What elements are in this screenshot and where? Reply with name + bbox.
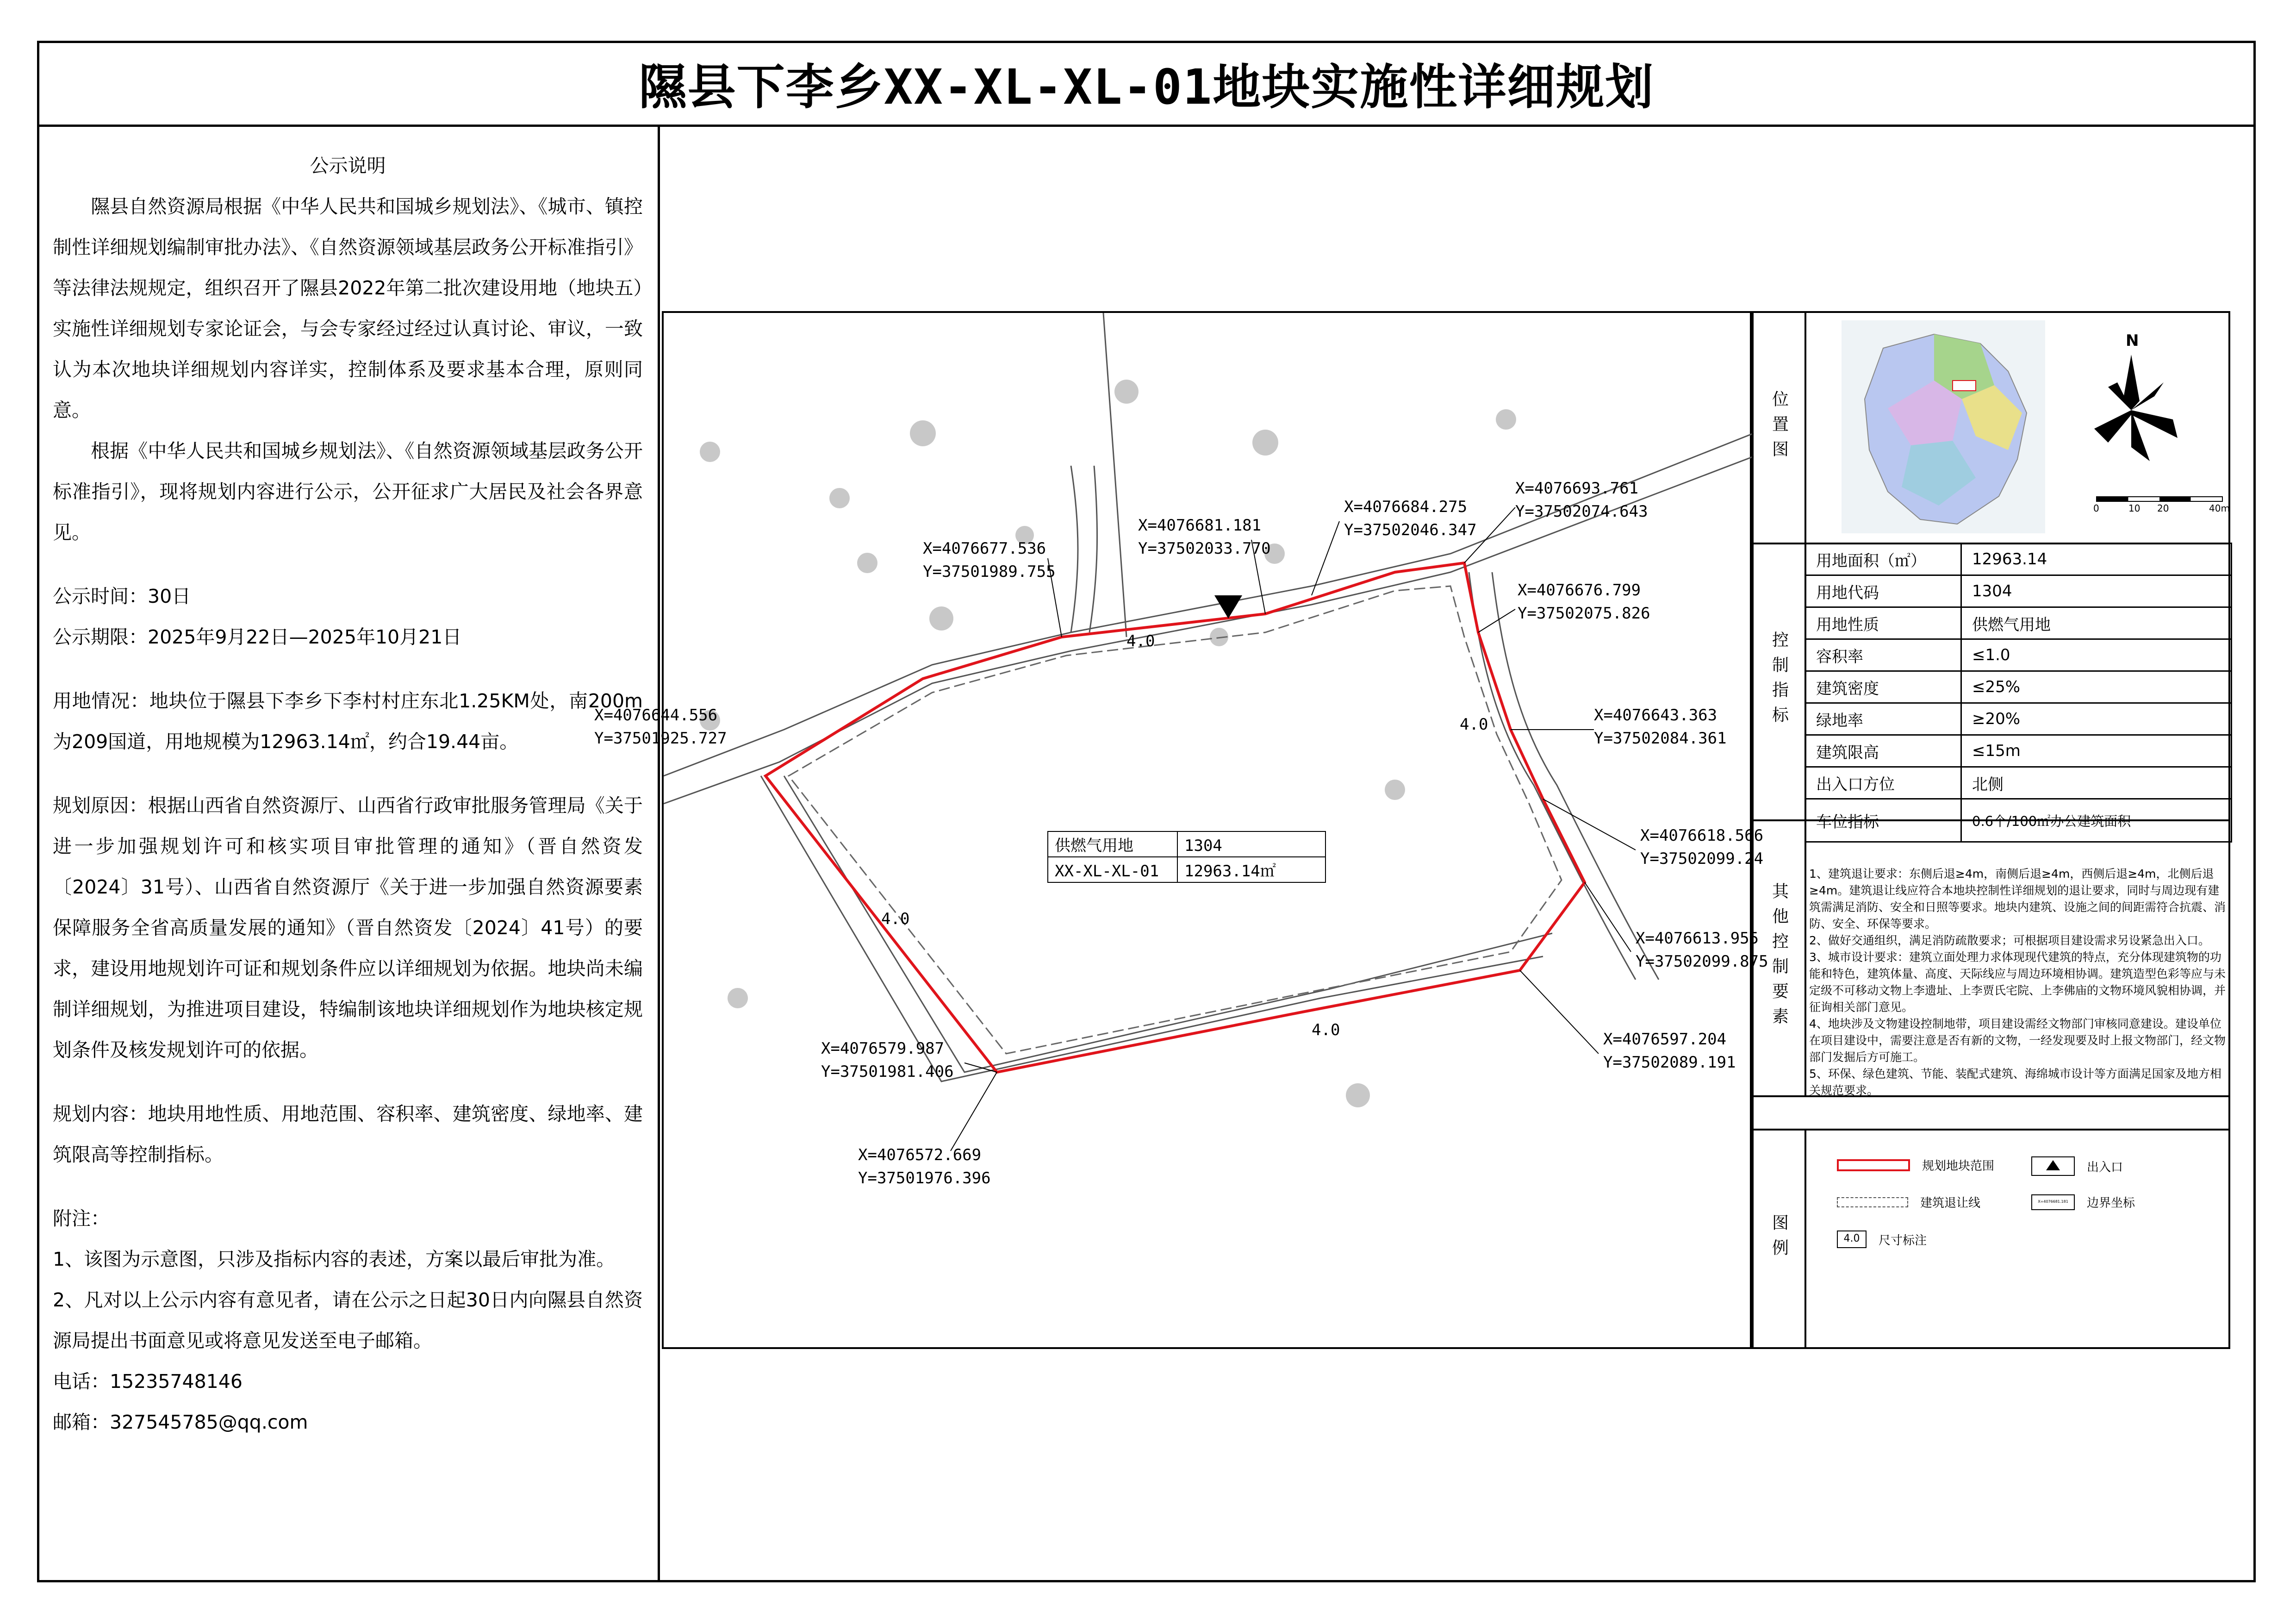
control-value: 北侧 xyxy=(1961,767,2232,799)
parcel-area: 12963.14㎡ xyxy=(1184,862,1276,881)
legend-coordinate-label: 边界坐标 xyxy=(2087,1196,2135,1210)
legend-dimension-label: 尺寸标注 xyxy=(1879,1233,1927,1248)
coord-y: Y=37501925.727 xyxy=(594,729,727,748)
control-value: ≤25% xyxy=(1961,671,2232,703)
coord-y: Y=37501989.755 xyxy=(923,562,1056,581)
setback-swatch xyxy=(1837,1197,1908,1207)
parcel-code: 1304 xyxy=(1184,837,1222,855)
control-key: 容积率 xyxy=(1805,639,1961,671)
coord-x: X=4076676.799 xyxy=(1518,581,1641,600)
coord-x: X=4076644.556 xyxy=(594,706,718,725)
north-arrow-icon xyxy=(2080,331,2210,470)
control-key: 绿地率 xyxy=(1805,703,1961,735)
setback-dim-north: 4.0 xyxy=(1126,632,1155,650)
legend-coordinate xyxy=(2031,1193,2135,1211)
scale-tick: 40m xyxy=(2209,503,2230,514)
coord-x: X=4076681.181 xyxy=(1138,516,1262,535)
control-key: 出入口方位 xyxy=(1805,767,1961,799)
location-map-svg xyxy=(1842,320,2045,533)
notice-heading: 公示说明 xyxy=(310,155,386,177)
entrance-icon xyxy=(1214,595,1242,618)
notice-para1: 隰县自然资源局根据《中华人民共和国城乡规划法》、《城市、镇控制性详细规划编制审批办法》、《自然资源领域基层政务公开标准指引》等法律法规规定，组织召开了隰县2022年第二批次建设用地（地块五）实施性详细规划专家论证会，与会专家经过经过认真讨论、审议，一致认为本次地块详细规划内容详实，控制体系及要求基本合理，原则同意。 xyxy=(53,195,643,421)
notice-note2: 2、凡对以上公示内容有意见者，请在公示之日起30日内向隰县自然资源局提出书面意见或将意见发送至电子邮箱。 xyxy=(53,1289,643,1352)
coordinate-swatch: X=4076681.181 xyxy=(2031,1194,2075,1210)
legend-entrance xyxy=(2031,1156,2123,1176)
coord-x: X=4076643.363 xyxy=(1594,706,1717,725)
requirement-item: 3、城市设计要求：建筑立面处理力求体现现代建筑的特点，充分体现建筑物的功能和特色，建筑体量、高度、天际线应与周边环境相协调。建筑造型色彩等应与未定级不可移动文物上李遗址、上李贾氏宅院、上李佛庙的文物环境风貌相协调，并征询相关部门意见。 xyxy=(1809,950,2226,1014)
control-value: ≤1.0 xyxy=(1961,639,2232,671)
legend-setback xyxy=(1837,1193,1980,1211)
control-key: 用地代码 xyxy=(1805,575,1961,607)
control-value: 0.6个/100㎡办公建筑面积 xyxy=(1961,799,2232,842)
table-row xyxy=(1805,799,2232,842)
dimension-swatch: 4.0 xyxy=(1837,1230,1867,1248)
coord-y: Y=37502046.347 xyxy=(1344,521,1477,539)
scale-tick: 20 xyxy=(2157,503,2169,514)
coord-x: X=4076613.955 xyxy=(1636,929,1759,948)
coord-y: Y=37501976.396 xyxy=(858,1169,991,1187)
boundary-swatch xyxy=(1837,1159,1910,1171)
control-value: 12963.14 xyxy=(1961,543,2232,575)
requirement-item: 2、做好交通组织，满足消防疏散要求；可根据项目建设需求另设紧急出入口。 xyxy=(1809,934,2210,947)
legend-entrance-label: 出入口 xyxy=(2087,1160,2123,1174)
coord-y: Y=37502075.826 xyxy=(1518,604,1650,623)
coord-x: X=4076618.566 xyxy=(1640,826,1764,845)
notice-note1: 1、该图为示意图，只涉及指标内容的表述，方案以最后审批为准。 xyxy=(53,1248,616,1270)
coord-y: Y=37502084.361 xyxy=(1594,729,1727,748)
site-map xyxy=(594,311,1768,1349)
legend-boundary xyxy=(1837,1156,1994,1174)
coord-x: X=4076677.536 xyxy=(923,539,1046,558)
parcel-label-table xyxy=(1048,831,1325,882)
coord-y: Y=37502099.875 xyxy=(1636,952,1768,971)
notice-email: 邮箱：327545785@qq.com xyxy=(53,1411,308,1433)
table-row xyxy=(1805,575,2232,607)
other-label: 其他控制要素 xyxy=(1754,819,1806,1095)
setback-dim-west: 4.0 xyxy=(881,910,910,928)
table-row xyxy=(1805,671,2232,703)
coord-y: Y=37502099.24 xyxy=(1640,849,1764,868)
north-label: N xyxy=(2126,331,2139,350)
legend-label: 图例 xyxy=(1754,1131,1806,1347)
coord-x: X=4076693.761 xyxy=(1515,479,1639,498)
coord-y: Y=37501981.406 xyxy=(821,1062,954,1081)
compass xyxy=(2080,331,2210,470)
requirement-item: 4、地块涉及文物建设控制地带，项目建设需经文物部门审核同意建设。建设单位在项目建设中，需要注意是否有新的文物，一经发现要及时上报文物部门，经文物部门发掘后方可施工。 xyxy=(1809,1017,2226,1064)
control-key: 建筑密度 xyxy=(1805,671,1961,703)
control-value: ≥20% xyxy=(1961,703,2232,735)
table-row xyxy=(1805,543,2232,575)
coord-x: X=4076579.987 xyxy=(821,1039,945,1058)
coord-x: X=4076684.275 xyxy=(1344,498,1468,516)
notice-panel xyxy=(37,127,660,1582)
legend-setback-label: 建筑退让线 xyxy=(1920,1196,1981,1210)
survey-points xyxy=(700,380,1516,1107)
coord-x: X=4076597.204 xyxy=(1603,1030,1727,1049)
control-value: ≤15m xyxy=(1961,735,2232,767)
scale-bar xyxy=(2093,496,2230,515)
setback-dim-south: 4.0 xyxy=(1312,1021,1340,1039)
control-table xyxy=(1804,543,2232,843)
legend-dimension xyxy=(1837,1230,1927,1248)
table-row xyxy=(1805,767,2232,799)
table-row xyxy=(1805,735,2232,767)
notice-phone: 电话：15235748146 xyxy=(53,1370,243,1393)
table-row xyxy=(1805,607,2232,639)
requirement-item: 5、环保、绿色建筑、节能、装配式建筑、海绵城市设计等方面满足国家及地方相关规范要求。 xyxy=(1809,1067,2221,1097)
site-map-svg xyxy=(594,313,1768,1351)
table-row xyxy=(1805,639,2232,671)
legend-panel xyxy=(1752,1131,2230,1349)
side-panels xyxy=(1752,311,2230,1131)
other-requirements xyxy=(1809,866,2226,1099)
parcel-use: 供燃气用地 xyxy=(1055,837,1133,855)
scale-tick: 10 xyxy=(2128,503,2140,514)
notice-site: 用地情况：地块位于隰县下李乡下李村村庄东北1.25KM处，南200m为209国道，用地规模为12963.14㎡，约合19.44亩。 xyxy=(53,690,643,753)
roads xyxy=(664,313,1754,1081)
legend-boundary-label: 规划地块范围 xyxy=(1922,1159,1995,1173)
scale-tick: 0 xyxy=(2093,503,2099,514)
notice-period: 公示时间：30日 xyxy=(53,585,191,607)
control-value: 供燃气用地 xyxy=(1961,607,2232,639)
coord-y: Y=37502089.191 xyxy=(1603,1053,1736,1072)
location-label: 位置图 xyxy=(1754,313,1806,543)
page-title: 隰县下李乡XX-XL-XL-01地块实施性详细规划 xyxy=(638,58,1655,115)
entrance-swatch-icon xyxy=(2031,1156,2075,1176)
control-key: 建筑限高 xyxy=(1805,735,1961,767)
notice-para2: 根据《中华人民共和国城乡规划法》、《自然资源领域基层政务公开标准指引》，现将规划内容进行公示，公开征求广大居民及社会各界意见。 xyxy=(53,440,643,543)
requirement-item: 1、建筑退让要求：东侧后退≥4m，南侧后退≥4m，西侧后退≥4m，北侧后退≥4m。建筑退让线应符合本地块控制性详细规划的退让要求，同时与周边现有建筑需满足消防、安全和日照等要求。地块内建筑、设施之间的间距需符合抗震、消防、安全、环保等要求。 xyxy=(1809,867,2226,931)
notice-content: 规划内容：地块用地性质、用地范围、容积率、建筑密度、绿地率、建筑限高等控制指标。 xyxy=(53,1103,643,1166)
coord-x: X=4076572.669 xyxy=(858,1146,982,1164)
coord-y: Y=37502033.770 xyxy=(1138,539,1271,558)
control-key: 车位指标 xyxy=(1805,799,1961,842)
control-key: 用地性质 xyxy=(1805,607,1961,639)
table-row xyxy=(1805,703,2232,735)
title-bar xyxy=(37,41,2256,127)
coord-y: Y=37502074.643 xyxy=(1515,502,1648,521)
parcel-boundary xyxy=(765,563,1585,1072)
notice-basis: 规划原因：根据山西省自然资源厅、山西省行政审批服务管理局《关于进一步加强规划许可和核实项目审批管理的通知》（晋自然资发〔2024〕31号）、山西省自然资源厅《关于进一步加强自然资源要素保障服务全省高质量发展的通知》（晋自然资发〔2024〕41号）的要求，建设用地规划许可证和规划条件应以详细规划为依据。地块尚未编制详细规划，为推进项目建设，特编制该地块详细规划作为地块核定规划条件及核发规划许可的依据。 xyxy=(53,794,643,1061)
control-value: 1304 xyxy=(1961,575,2232,607)
location-map xyxy=(1842,320,2045,533)
control-label: 控制指标 xyxy=(1754,543,1806,819)
notice-appendix-title: 附注： xyxy=(53,1207,110,1230)
notice-dates: 公示期限：2025年9月22日—2025年10月21日 xyxy=(53,626,462,648)
parcel-id: XX-XL-XL-01 xyxy=(1055,862,1159,881)
control-key: 用地面积（㎡） xyxy=(1805,543,1961,575)
setback-dim-east: 4.0 xyxy=(1460,715,1488,734)
